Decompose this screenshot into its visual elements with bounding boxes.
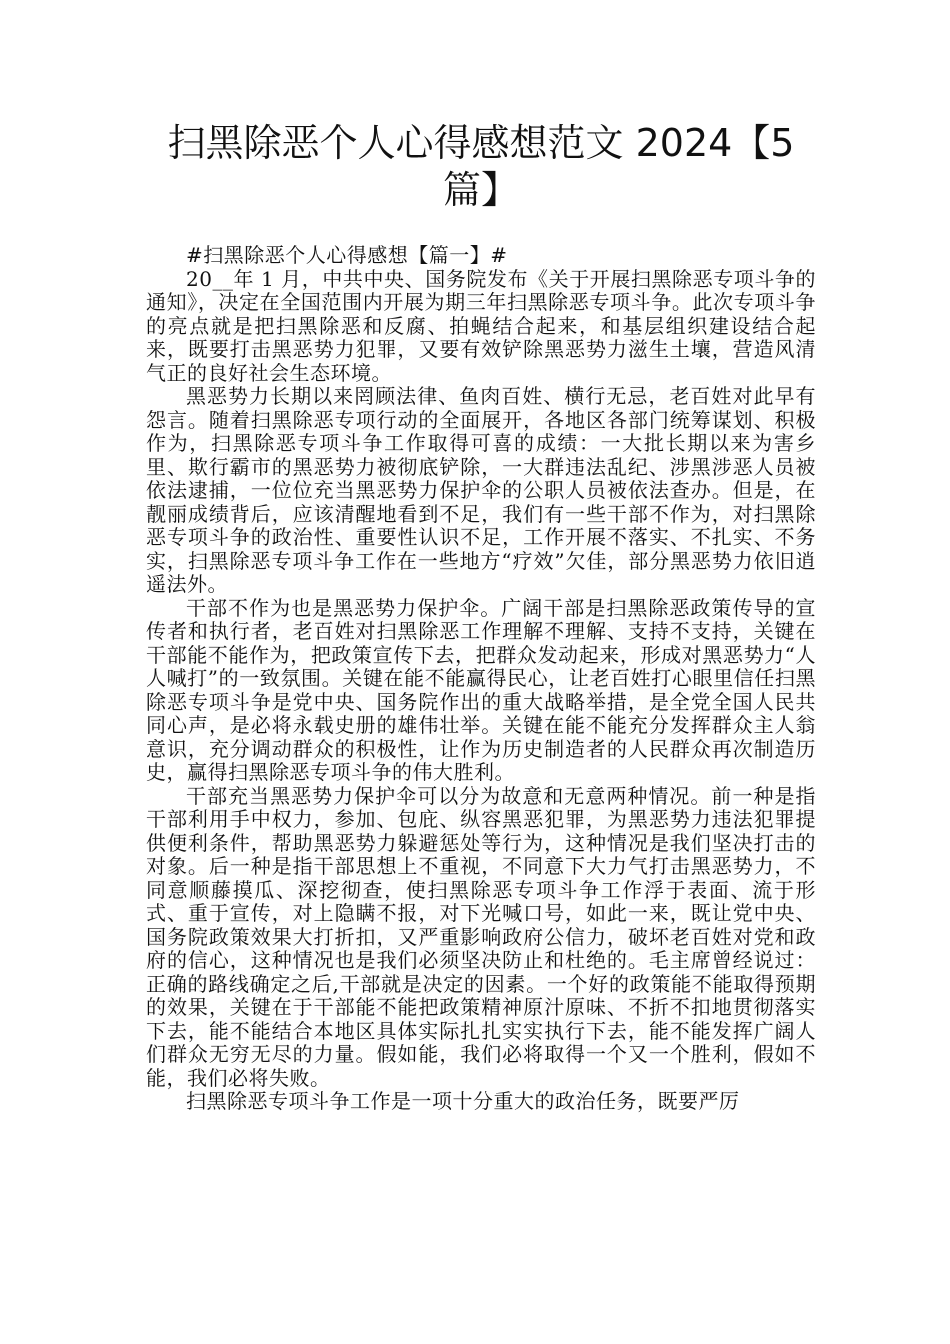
document-title: 扫黑除恶个人心得感想范文 2024【5篇】	[167, 121, 795, 212]
section-heading: #扫黑除恶个人心得感想【篇一】#	[186, 243, 508, 267]
body-paragraph: 干部充当黑恶势力保护伞可以分为故意和无意两种情况。前一种是指干部利用手中权力，参加、包庇、纵容黑恶犯罪，为黑恶势力违法犯罪提供便利条件，帮助黑恶势力躲避惩处等行为，这种情况是我们坚决打击的对象。后一种是指干部思想上不重视，不同意下大力气打击黑恶势力，不同意顺藤摸瓜、深挖彻查，使扫黑除恶专项斗争工作浮于表面、流于形式、重于宣传，对上隐瞒不报，对下光喊口号，如此一来，既让党中央、国务院政策效果大打折扣，又严重影响政府公信力，破坏老百姓对党和政府的信心，这种情况也是我们必须坚决防止和杜绝的。毛主席曾经说过：正确的路线确定之后,干部就是决定的因素。一个好的政策能不能取得预期的效果，关键在于干部能不能把政策精神原汁原味、不折不扣地贯彻落实下去，能不能结合本地区具体实际扎扎实实执行下去，能不能发挥广阔人们群众无穷无尽的力量。假如能，我们必将取得一个又一个胜利，假如不能，我们必将失败。	[146, 783, 816, 1090]
body-paragraph: 黑恶势力长期以来罔顾法律、鱼肉百姓、横行无忌，老百姓对此早有怨言。随着扫黑除恶专项行动的全面展开，各地区各部门统筹谋划、积极作为，扫黑除恶专项斗争工作取得可喜的成绩：一大批长期以来为害乡里、欺行霸市的黑恶势力被彻底铲除，一大群违法乱纪、涉黑涉恶人员被依法逮捕，一位位充当黑恶势力保护伞的公职人员被依法查办。但是，在靓丽成绩背后，应该清醒地看到不足，我们有一些干部不作为，对扫黑除恶专项斗争的政治性、重要性认识不足，工作开展不落实、不扎实、不务实，扫黑除恶专项斗争工作在一些地方“疗效”欠佳，部分黑恶势力依旧逍遥法外。	[146, 384, 816, 596]
body-paragraph: 扫黑除恶专项斗争工作是一项十分重大的政治任务，既要严厉	[186, 1089, 740, 1113]
body-paragraph: 20__年 1 月，中共中央、国务院发布《关于开展扫黑除恶专项斗争的通知》，决定在全国范围内开展为期三年扫黑除恶专项斗争。此次专项斗争的亮点就是把扫黑除恶和反腐、拍蝇结合起来，和基层组织建设结合起来，既要打击黑恶势力犯罪，又要有效铲除黑恶势力滋生土壤，营造风清气正的良好社会生态环境。	[146, 266, 816, 385]
body-paragraph: 干部不作为也是黑恶势力保护伞。广阔干部是扫黑除恶政策传导的宣传者和执行者，老百姓对扫黑除恶工作理解不理解、支持不支持，关键在干部能不能作为，把政策宣传下去，把群众发动起来，形成对黑恶势力“人人喊打”的一致氛围。关键在能不能赢得民心，让老百姓打心眼里信任扫黑除恶专项斗争是党中央、国务院作出的重大战略举措，是全党全国人民共同心声，是必将永载史册的雄伟壮举。关键在能不能充分发挥群众主人翁意识，充分调动群众的积极性，让作为历史制造者的人民群众再次制造历史，赢得扫黑除恶专项斗争的伟大胜利。	[146, 595, 816, 784]
document-page	[146, 120, 816, 1114]
